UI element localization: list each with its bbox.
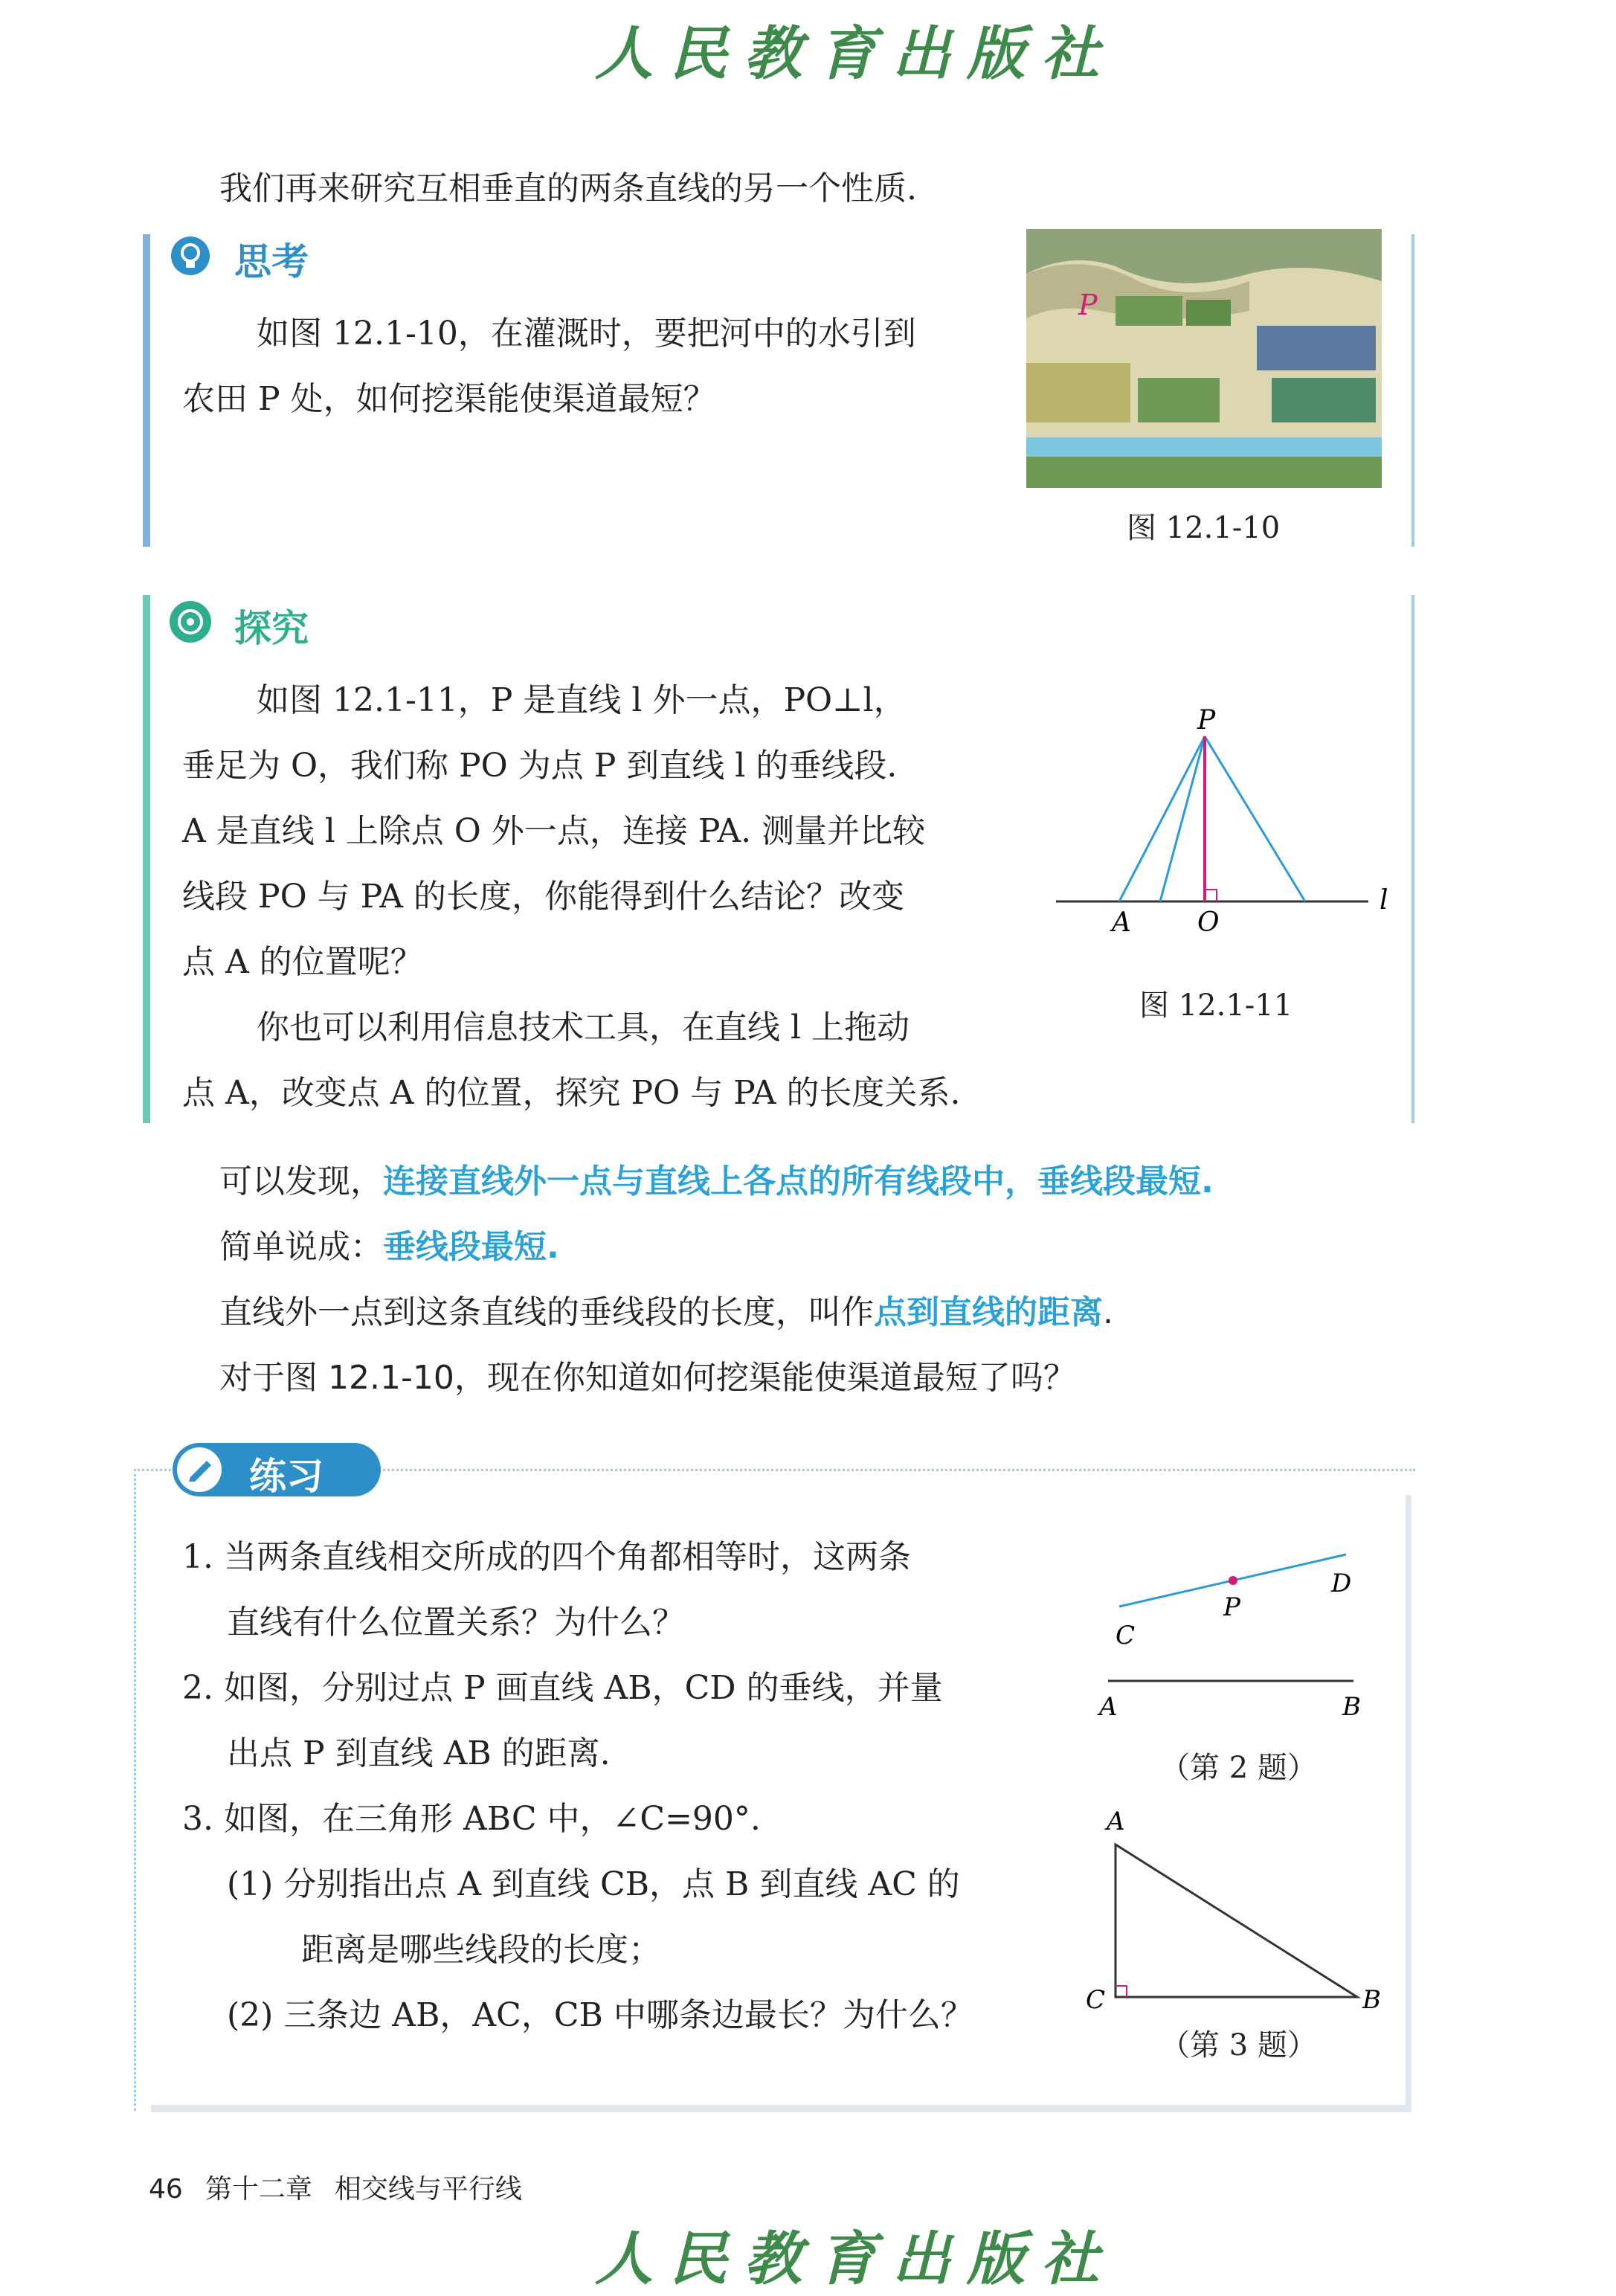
explore-icon	[170, 601, 211, 643]
practice-q1-line2: 直线有什么位置关系？为什么？	[227, 1604, 685, 1641]
conclusion-2-prefix: 简单说成：	[219, 1228, 383, 1266]
explore-line-4: 线段 PO 与 PA 的长度，你能得到什么结论？改变	[182, 878, 904, 916]
publisher-logo-bottom: 人民教育出版社	[595, 2225, 1116, 2293]
label-A: A	[1112, 907, 1131, 937]
q2-label-D: D	[1331, 1569, 1352, 1598]
practice-q2-line2: 出点 P 到直线 AB 的距离.	[227, 1734, 611, 1772]
q3-caption: （第 3 题）	[1160, 2028, 1317, 2062]
q3-label-A: A	[1107, 1807, 1125, 1836]
q3-label-B: B	[1362, 1985, 1381, 2015]
conclusion-line-2	[219, 1215, 559, 1280]
practice-q3-line3: 距离是哪些线段的长度；	[301, 1931, 661, 1969]
conclusion-line-1	[219, 1149, 1214, 1215]
q2-figure	[1086, 1540, 1383, 1733]
pencil-icon	[177, 1447, 222, 1492]
lightbulb-icon	[171, 237, 210, 275]
practice-q3-line4: (2) 三条边 AB，AC，CB 中哪条边最长？为什么？	[227, 1996, 973, 2034]
explore-bar	[143, 595, 150, 1123]
think-line-2: 农田 P 处，如何挖渠能使渠道最短？	[182, 380, 716, 418]
conclusion-2-highlight: 垂线段最短.	[383, 1228, 559, 1266]
explore-line-6: 你也可以利用信息技术工具，在直线 l 上拖动	[257, 1009, 910, 1046]
explore-title: 探究	[234, 607, 309, 650]
practice-q3-line1: 3. 如图，在三角形 ABC 中，∠C=90°.	[182, 1800, 761, 1838]
label-O: O	[1197, 907, 1220, 937]
label-l: l	[1380, 885, 1388, 916]
think-bar	[143, 234, 150, 547]
conclusion-line-3	[219, 1280, 1113, 1345]
explore-line-1: 如图 12.1-11，P 是直线 l 外一点，PO⊥l，	[257, 681, 907, 719]
conclusion-1-highlight: 连接直线外一点与直线上各点的所有线段中，垂线段最短.	[383, 1163, 1214, 1200]
explore-line-3: A 是直线 l 上除点 O 外一点，连接 PA. 测量并比较	[182, 812, 926, 850]
explore-line-2: 垂足为 O，我们称 PO 为点 P 到直线 l 的垂线段.	[182, 747, 898, 785]
publisher-logo-top: 人民教育出版社	[595, 20, 1116, 88]
think-caption: 图 12.1-10	[1127, 511, 1281, 545]
explore-caption: 图 12.1-11	[1139, 988, 1293, 1023]
q3-label-C: C	[1086, 1985, 1106, 2015]
practice-title: 练习	[249, 1455, 323, 1498]
q3-figure	[1071, 1800, 1398, 2016]
q2-label-B: B	[1342, 1692, 1361, 1722]
conclusion-3-highlight: 点到直线的距离	[874, 1293, 1103, 1331]
conclusion-3-prefix: 直线外一点到这条直线的垂线段的长度，叫作	[219, 1293, 874, 1331]
q2-label-C: C	[1116, 1621, 1136, 1650]
q2-label-P: P	[1223, 1592, 1240, 1622]
farmland-illustration	[1026, 229, 1382, 488]
q2-label-A: A	[1099, 1692, 1118, 1722]
q2-caption: （第 2 题）	[1160, 1751, 1317, 1785]
think-title: 思考	[234, 240, 309, 283]
intro-text: 我们再来研究互相垂直的两条直线的另一个性质.	[219, 170, 917, 208]
explore-line-5: 点 A 的位置呢？	[182, 943, 423, 981]
explore-line-7: 点 A，改变点 A 的位置，探究 PO 与 PA 的长度关系.	[182, 1074, 961, 1112]
explore-right-bar	[1411, 595, 1414, 1123]
chapter-number: 第十二章	[205, 2174, 312, 2205]
conclusion-line-4: 对于图 12.1-10，现在你知道如何挖渠能使渠道最短了吗？	[219, 1359, 1076, 1397]
think-line-1: 如图 12.1-10，在灌溉时，要把河中的水引到	[257, 315, 916, 353]
practice-q2-line1: 2. 如图，分别过点 P 画直线 AB，CD 的垂线，并量	[182, 1669, 943, 1707]
label-P: P	[1197, 705, 1216, 736]
practice-q3-line2: (1) 分别指出点 A 到直线 CB，点 B 到直线 AC 的	[227, 1865, 960, 1903]
conclusion-3-suffix: .	[1103, 1293, 1113, 1331]
think-right-bar	[1411, 234, 1414, 547]
chapter-title: 相交线与平行线	[334, 2174, 522, 2205]
perpendicular-figure	[1041, 692, 1398, 937]
conclusion-1-prefix: 可以发现，	[219, 1163, 383, 1200]
practice-q1-line1: 1. 当两条直线相交所成的四个角都相等时，这两条	[182, 1538, 911, 1576]
page-footer	[149, 2168, 522, 2206]
figure-point-label: P	[1078, 289, 1098, 321]
page-number: 46	[149, 2174, 183, 2205]
